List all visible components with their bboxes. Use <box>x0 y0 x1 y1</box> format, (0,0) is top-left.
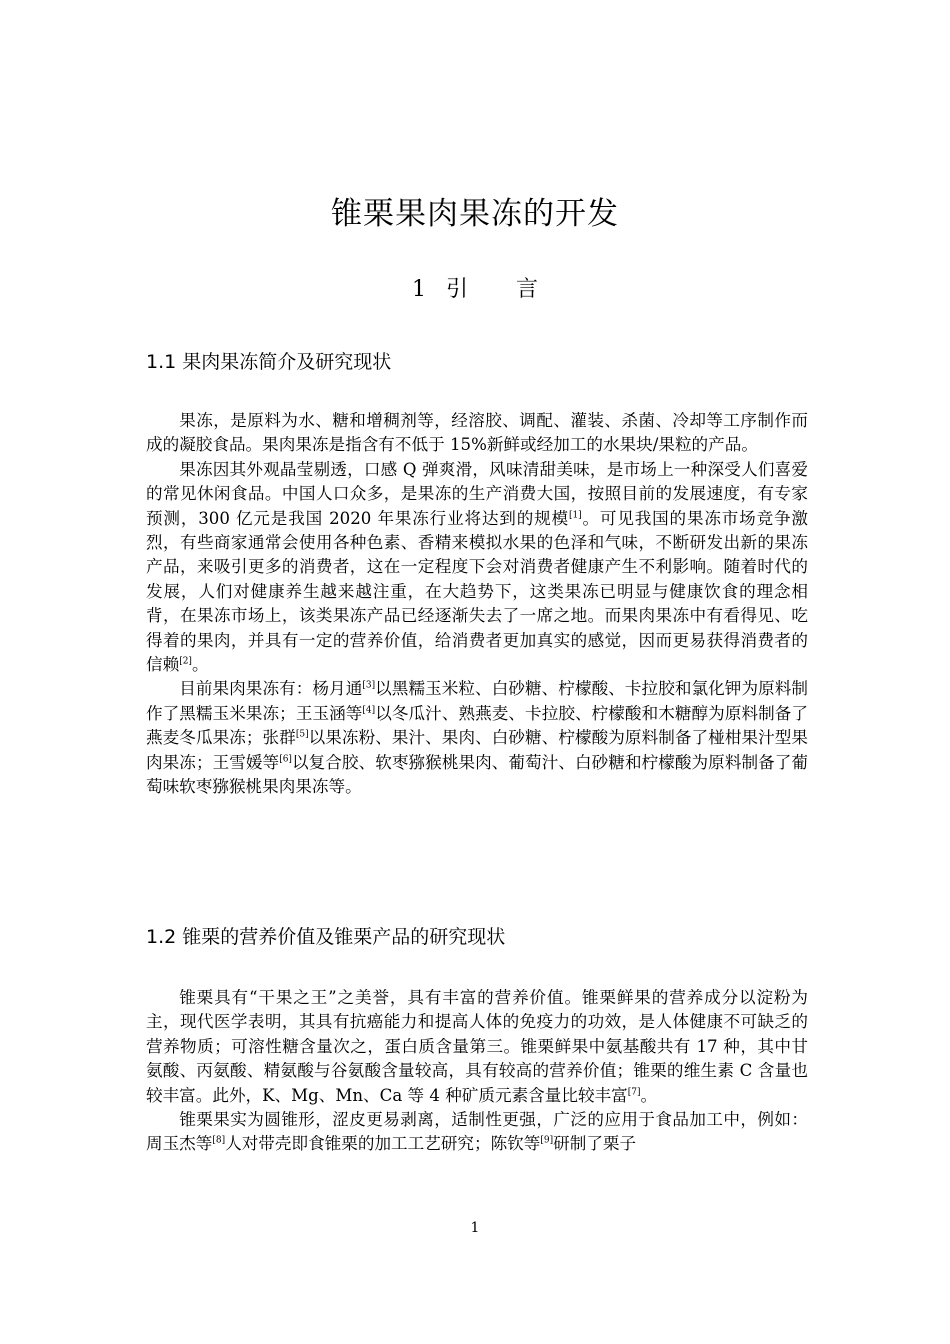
chapter-heading <box>0 272 950 303</box>
paragraph-text: 果冻，是原料为水、糖和增稠剂等，经溶胶、调配、灌装、杀菌、冷却等工序制作而成的凝胶食品。果肉果冻是指含有不低于 15%新鲜或经加工的水果块/果粒的产品。 <box>146 411 808 455</box>
citation: [2] <box>179 656 192 667</box>
paragraph-text: 以黑糯玉米粒、白砂糖、柠檬酸、卡拉胶和氯化钾为原料制作了黑糯玉米果冻；王玉涵等 <box>146 679 809 723</box>
paragraph-text: 以冬瓜汁、熟燕麦、卡拉胶、柠檬酸和木糖醇为原料制备了燕麦冬瓜果冻；张群 <box>146 703 809 748</box>
paragraph <box>146 458 808 678</box>
paragraph-text: 。 <box>640 1085 658 1105</box>
paragraph-text: 锥栗具有“干果之王”之美誉，具有丰富的营养价值。锥栗鲜果的营养成分以淀粉为主，现代医学表明，其具有抗癌能力和提高人体的免疫力的功效，是人体健康不可缺乏的营养物质；可溶性糖含量次之，蛋白质含量第三。锥栗鲜果中氨基酸共有 17 种，其中甘氨酸、丙氨酸、精氨酸与谷氨酸含量较高，具有较高的营养价值；锥栗的维生素 C 含量也较丰富。此外，K、Mg、Mn、Ca 等 4 种矿质元素含量比较丰富 <box>146 988 808 1105</box>
section-heading-1-2: 1.2 锥栗的营养价值及锥栗产品的研究现状 <box>146 926 506 948</box>
section-heading-1-1: 1.1 果肉果冻简介及研究现状 <box>146 351 392 373</box>
paragraph <box>146 409 808 458</box>
citation: [8] <box>212 1135 226 1146</box>
paragraph-text: 以果冻粉、果汁、果肉、白砂糖、柠檬酸为原料制备了椪柑果汁型果肉果冻；王雪媛等 <box>146 728 808 772</box>
citation: [7] <box>627 1087 641 1098</box>
paragraph-text: 锥栗果实为圆锥形，涩皮更易剥离，适制性更强，广泛的应用于食品加工中，例如：周玉杰等 <box>146 1110 808 1154</box>
section-1-1-body <box>146 409 808 800</box>
paragraph-text: 果冻因其外观晶莹剔透，口感 Q 弹爽滑，风味清甜美味，是市场上一种深受人们喜爱的常见休闲食品。中国人口众多，是果冻的生产消费大国，按照目前的发展速度，有专家预测，300 亿元是我国 2020 年果冻行业将达到的规模 <box>146 459 808 528</box>
chapter-number: 1 <box>411 277 426 302</box>
paragraph <box>146 1108 808 1157</box>
paragraph <box>146 677 808 799</box>
citation: [1] <box>568 510 582 521</box>
paragraph-text: 目前果肉果冻有：杨月通 <box>179 679 363 699</box>
citation: [3] <box>362 680 376 691</box>
citation: [5] <box>295 729 309 740</box>
paragraph-text: 人对带壳即食锥栗的加工工艺研究；陈钦等 <box>225 1134 541 1154</box>
citation: [9] <box>540 1135 554 1146</box>
citation: [4] <box>362 705 376 716</box>
paragraph-text: 以复合胶、软枣猕猴桃果肉、葡萄汁、白砂糖和柠檬酸为原料制备了葡萄味软枣猕猴桃果肉果冻等。 <box>146 752 809 797</box>
page-number: 1 <box>470 1220 480 1236</box>
paragraph <box>146 986 808 1108</box>
section-1-2-body <box>146 986 808 1157</box>
paragraph-text: 。可见我国的果冻市场竞争激烈，有些商家通常会使用各种色素、香精来模拟水果的色泽和气味，不断研发出新的果冻产品，来吸引更多的消费者，这在一定程度下会对消费者健康产生不利影响。随着时代的发展，人们对健康养生越来越注重，在大趋势下，这类果冻已明显与健康饮食的理念相背，在果冻市场上，该类果冻产品已经逐渐失去了一席之地。而果肉果冻中有看得见、吃得着的果肉，并具有一定的营养价值，给消费者更加真实的感觉，因而更易获得消费者的信赖 <box>146 508 808 675</box>
citation: [6] <box>279 754 292 765</box>
paragraph-text: 。 <box>191 655 209 675</box>
paragraph-text: 研制了栗子 <box>553 1134 637 1154</box>
document-title: 锥栗果肉果冻的开发 <box>331 196 619 232</box>
chapter-title-part1: 引 <box>445 277 468 302</box>
chapter-title-part2: 言 <box>516 277 539 302</box>
